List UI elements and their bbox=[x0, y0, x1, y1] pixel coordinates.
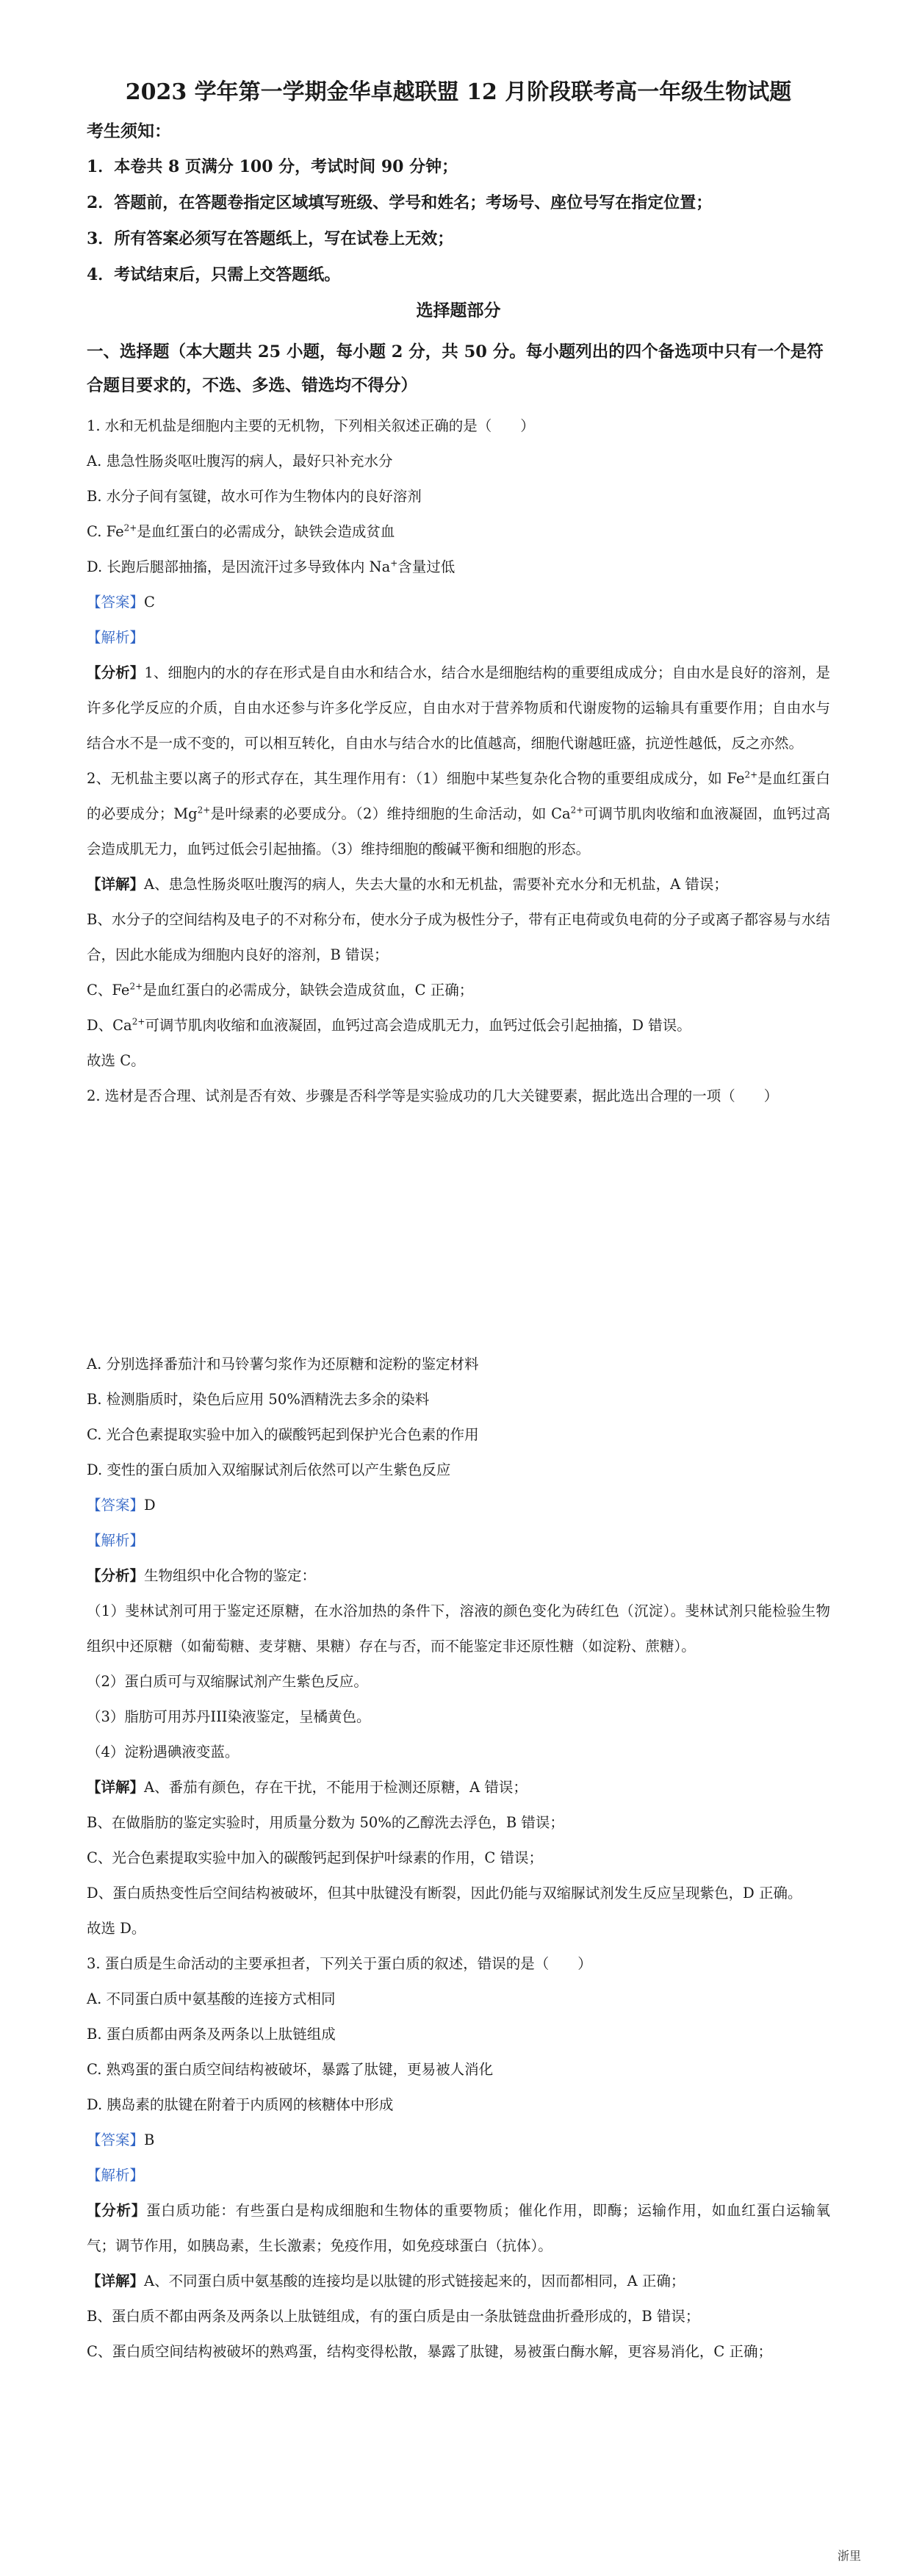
question-2-point: （1）斐林试剂可用于鉴定还原糖，在水浴加热的条件下，溶液的颜色变化为砖红色（沉淀）。斐林试剂只能检验生物组织中还原糖（如葡萄糖、麦芽糖、果糖）存在与否，而不能鉴定非还原性糖（如淀粉、蔗糖）。 bbox=[87, 1602, 830, 1655]
question-1-option-a: A. 患急性肠炎呕吐腹泻的病人，最好只补充水分 bbox=[87, 453, 393, 469]
question-2-detail-b: B、在做脂肪的鉴定实验时，用质量分数为 50%的乙醇洗去浮色，B 错误； bbox=[87, 1814, 564, 1831]
question-2-fenxi: 【分析】生物组织中化合物的鉴定： bbox=[87, 1567, 317, 1584]
question-2-detail-c: C、光合色素提取实验中加入的碳酸钙起到保护叶绿素的作用，C 错误； bbox=[87, 1849, 544, 1866]
question-1-stem: 1. 水和无机盐是细胞内主要的无机物，下列相关叙述正确的是（ ） bbox=[87, 417, 535, 434]
question-3-option-d: D. 胰岛素的肽键在附着于内质网的核糖体中形成 bbox=[87, 2096, 394, 2113]
question-1-fenxi-2: 2、无机盐主要以离子的形式存在，其生理作用有：（1）细胞中某些复杂化合物的重要组成成分，如 $Fe^{2+}$是血红蛋白的必要成分；$Mg^{2+}$是叶绿素的必要成分。（2）维持细胞的生命活动，如 $Ca^{2+}$可调节肌肉收缩和血液凝固，血钙过高会造成肌无力，血钙过低会引起抽搐。（3）维持细胞的酸碱平衡和细胞的形态。 bbox=[87, 769, 830, 857]
question-2-detail-d: D、蛋白质热变性后空间结构被破坏，但其中肽键没有断裂，因此仍能与双缩脲试剂发生反应呈现紫色，D 正确。 bbox=[87, 1885, 802, 1902]
question-3-detail-b: B、蛋白质不都由两条及两条以上肽链组成，有的蛋白质是由一条肽链盘曲折叠形成的，B 错误； bbox=[87, 2308, 700, 2325]
question-2-point: （2）蛋白质可与双缩脲试剂产生紫色反应。 bbox=[87, 1673, 368, 1690]
question-1-detail-d: D、$Ca^{2+}$可调节肌肉收缩和血液凝固，血钙过高会造成肌无力，血钙过低会引起抽搐，D 错误。 bbox=[87, 1016, 691, 1034]
question-1-answer: 【答案】C bbox=[87, 594, 155, 611]
notice-heading: 考生须知： bbox=[87, 121, 171, 141]
notice-item: 1．本卷共 8 页满分 100 分，考试时间 90 分钟； bbox=[87, 157, 458, 176]
page-content bbox=[87, 78, 830, 2370]
question-1-option-b: B. 水分子间有氢键，故水可作为生物体内的良好溶剂 bbox=[87, 488, 422, 505]
question-2-point: （3）脂肪可用苏丹III染液鉴定，呈橘黄色。 bbox=[87, 1708, 371, 1725]
question-1-detail-a: 【详解】A、患急性肠炎呕吐腹泻的病人，失去大量的水和无机盐，需要补充水分和无机盐，A 错误； bbox=[87, 876, 728, 893]
question-2-detail-a: 【详解】A、番茄有颜色，存在干扰，不能用于检测还原糖，A 错误； bbox=[87, 1779, 527, 1796]
question-3-answer: 【答案】B bbox=[87, 2131, 155, 2148]
question-1-fenxi-1: 【分析】1、细胞内的水的存在形式是自由水和结合水，结合水是细胞结构的重要组成成分；自由水是良好的溶剂，是许多化学反应的介质，自由水还参与许多化学反应，自由水对于营养物质和代谢废物的运输具有重要作用；自由水与结合水不是一成不变的，可以相互转化，自由水与结合水的比值越高，细胞代谢越旺盛，抗逆性越低，反之亦然。 bbox=[87, 664, 830, 752]
question-2-option-b: B. 检测脂质时，染色后应用 50%酒精洗去多余的染料 bbox=[87, 1391, 430, 1408]
question-2-option-d: D. 变性的蛋白质加入双缩脲试剂后依然可以产生紫色反应 bbox=[87, 1461, 451, 1478]
section-description: 一、选择题（本大题共 25 小题，每小题 2 分，共 50 分。每小题列出的四个备选项中只有一个是符合题目要求的，不选、多选、错选均不得分） bbox=[87, 342, 824, 395]
question-1-option-c: C. $Fe^{2+}$是血红蛋白的必需成分，缺铁会造成贫血 bbox=[87, 522, 395, 540]
blank-space bbox=[87, 1114, 830, 1347]
question-2-option-a: A. 分别选择番茄汁和马铃薯匀浆作为还原糖和淀粉的鉴定材料 bbox=[87, 1356, 479, 1372]
question-3-option-c: C. 熟鸡蛋的蛋白质空间结构被破坏，暴露了肽键，更易被人消化 bbox=[87, 2061, 494, 2078]
question-2-stem: 2. 选材是否合理、试剂是否有效、步骤是否科学等是实验成功的几大关键要素，据此选出合理的一项（ ） bbox=[87, 1087, 779, 1104]
question-3-detail-c: C、蛋白质空间结构被破坏的熟鸡蛋，结构变得松散，暴露了肽键，易被蛋白酶水解，更容易消化，C 正确； bbox=[87, 2343, 773, 2360]
question-3-option-a: A. 不同蛋白质中氨基酸的连接方式相同 bbox=[87, 1990, 336, 2007]
question-3-option-b: B. 蛋白质都由两条及两条以上肽链组成 bbox=[87, 2026, 336, 2043]
page-footer: 浙里 bbox=[837, 2549, 861, 2563]
question-3-fenxi: 【分析】蛋白质功能：有些蛋白是构成细胞和生物体的重要物质；催化作用，即酶；运输作用，如血红蛋白运输氧气；调节作用，如胰岛素，生长激素；免疫作用，如免疫球蛋白（抗体）。 bbox=[87, 2202, 830, 2254]
question-2-option-c: C. 光合色素提取实验中加入的碳酸钙起到保护光合色素的作用 bbox=[87, 1426, 479, 1443]
question-3-stem: 3. 蛋白质是生命活动的主要承担者，下列关于蛋白质的叙述，错误的是（ ） bbox=[87, 1955, 592, 1972]
question-3-analysis-tag: 【解析】 bbox=[87, 2167, 145, 2184]
notice-item: 2．答题前，在答题卷指定区域填写班级、学号和姓名；考场号、座位号写在指定位置； bbox=[87, 193, 713, 212]
question-1-analysis-tag: 【解析】 bbox=[87, 629, 145, 646]
question-2-point: （4）淀粉遇碘液变蓝。 bbox=[87, 1744, 240, 1760]
question-1-option-d: D. 长跑后腿部抽搐，是因流汗过多导致体内 Na+含量过低 bbox=[87, 558, 455, 575]
notice-item: 4．考试结束后，只需上交答题纸。 bbox=[87, 265, 341, 284]
question-2-choose: 故选 D。 bbox=[87, 1920, 146, 1937]
question-3-detail-a: 【详解】A、不同蛋白质中氨基酸的连接均是以肽键的形式链接起来的，因而都相同，A 正确； bbox=[87, 2273, 685, 2289]
question-1-choose: 故选 C。 bbox=[87, 1052, 145, 1069]
question-1-detail-b: B、水分子的空间结构及电子的不对称分布，使水分子成为极性分子，带有正电荷或负电荷的分子或离子都容易与水结合，因此水能成为细胞内良好的溶剂，B 错误； bbox=[87, 911, 830, 963]
question-1-detail-c: C、$Fe^{2+}$是血红蛋白的必需成分，缺铁会造成贫血，C 正确； bbox=[87, 981, 474, 999]
question-2-analysis-tag: 【解析】 bbox=[87, 1532, 145, 1549]
section-title: 选择题部分 bbox=[416, 301, 501, 320]
question-2-answer: 【答案】D bbox=[87, 1497, 156, 1514]
exam-title: 2023 学年第一学期金华卓越联盟 12 月阶段联考高一年级生物试题 bbox=[125, 79, 792, 105]
notice-item: 3．所有答案必须写在答题纸上，写在试卷上无效； bbox=[87, 229, 454, 248]
